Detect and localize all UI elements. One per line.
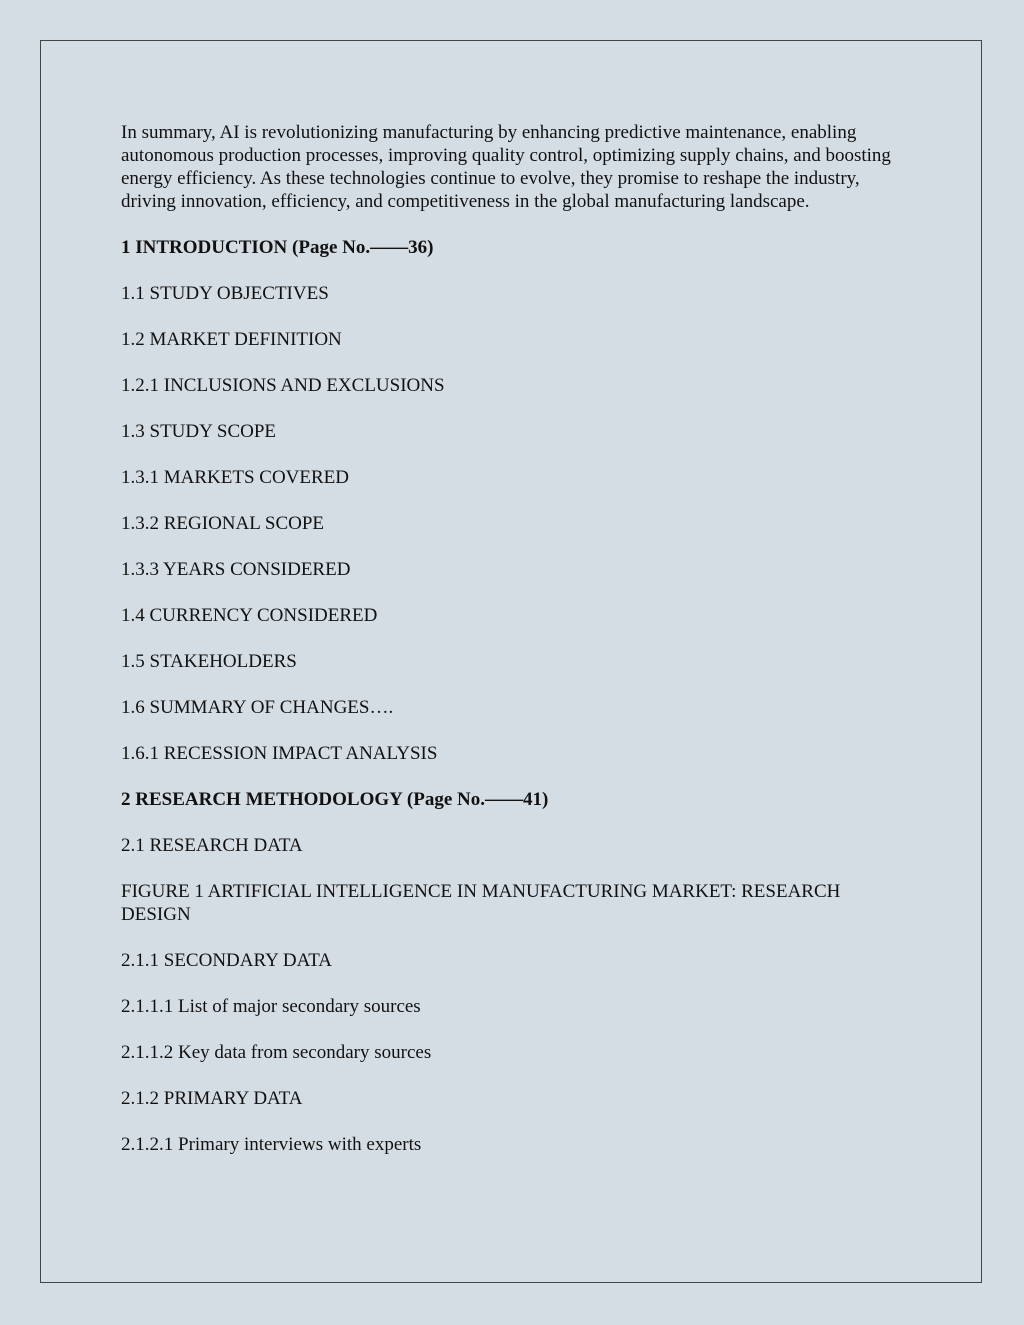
summary-paragraph: In summary, AI is revolutionizing manufacturing by enhancing predictive maintenance, enabling autonomous production processes, improving quality control, optimizing supply chains, and boosting energy efficiency. As these technologies continue to evolve, they promise to reshape the industry, driving innovation, efficiency, and competitiveness in the global manufacturing landscape.	[121, 122, 891, 212]
toc-entry: FIGURE 1 ARTIFICIAL INTELLIGENCE IN MANUFACTURING MARKET: RESEARCH DESIGN	[121, 881, 841, 925]
toc-entry: 1.1 STUDY OBJECTIVES	[121, 283, 329, 304]
toc-entry: 1.5 STAKEHOLDERS	[121, 651, 297, 672]
toc-entry: 1.3.1 MARKETS COVERED	[121, 467, 350, 488]
toc-entry: 2.1.2.1 Primary interviews with experts	[121, 1134, 422, 1155]
toc-entry: 2 RESEARCH METHODOLOGY (Page No.——41)	[121, 789, 549, 810]
document-body	[121, 121, 911, 1179]
toc-entry: 1 INTRODUCTION (Page No.——36)	[121, 237, 434, 258]
toc-entry: 1.4 CURRENCY CONSIDERED	[121, 605, 378, 626]
toc-entry: 2.1.1.1 List of major secondary sources	[121, 996, 421, 1017]
toc-entry: 2.1.2 PRIMARY DATA	[121, 1088, 303, 1109]
toc-entry: 2.1.1.2 Key data from secondary sources	[121, 1042, 432, 1063]
table-of-contents	[121, 236, 911, 1156]
toc-entry: 2.1.1 SECONDARY DATA	[121, 950, 333, 971]
toc-entry: 1.6 SUMMARY OF CHANGES….	[121, 697, 394, 718]
toc-entry: 1.3.2 REGIONAL SCOPE	[121, 513, 325, 534]
toc-entry: 2.1 RESEARCH DATA	[121, 835, 303, 856]
toc-entry: 1.2 MARKET DEFINITION	[121, 329, 342, 350]
toc-entry: 1.3 STUDY SCOPE	[121, 421, 277, 442]
toc-entry: 1.3.3 YEARS CONSIDERED	[121, 559, 351, 580]
toc-entry: 1.6.1 RECESSION IMPACT ANALYSIS	[121, 743, 438, 764]
toc-entry: 1.2.1 INCLUSIONS AND EXCLUSIONS	[121, 375, 445, 396]
